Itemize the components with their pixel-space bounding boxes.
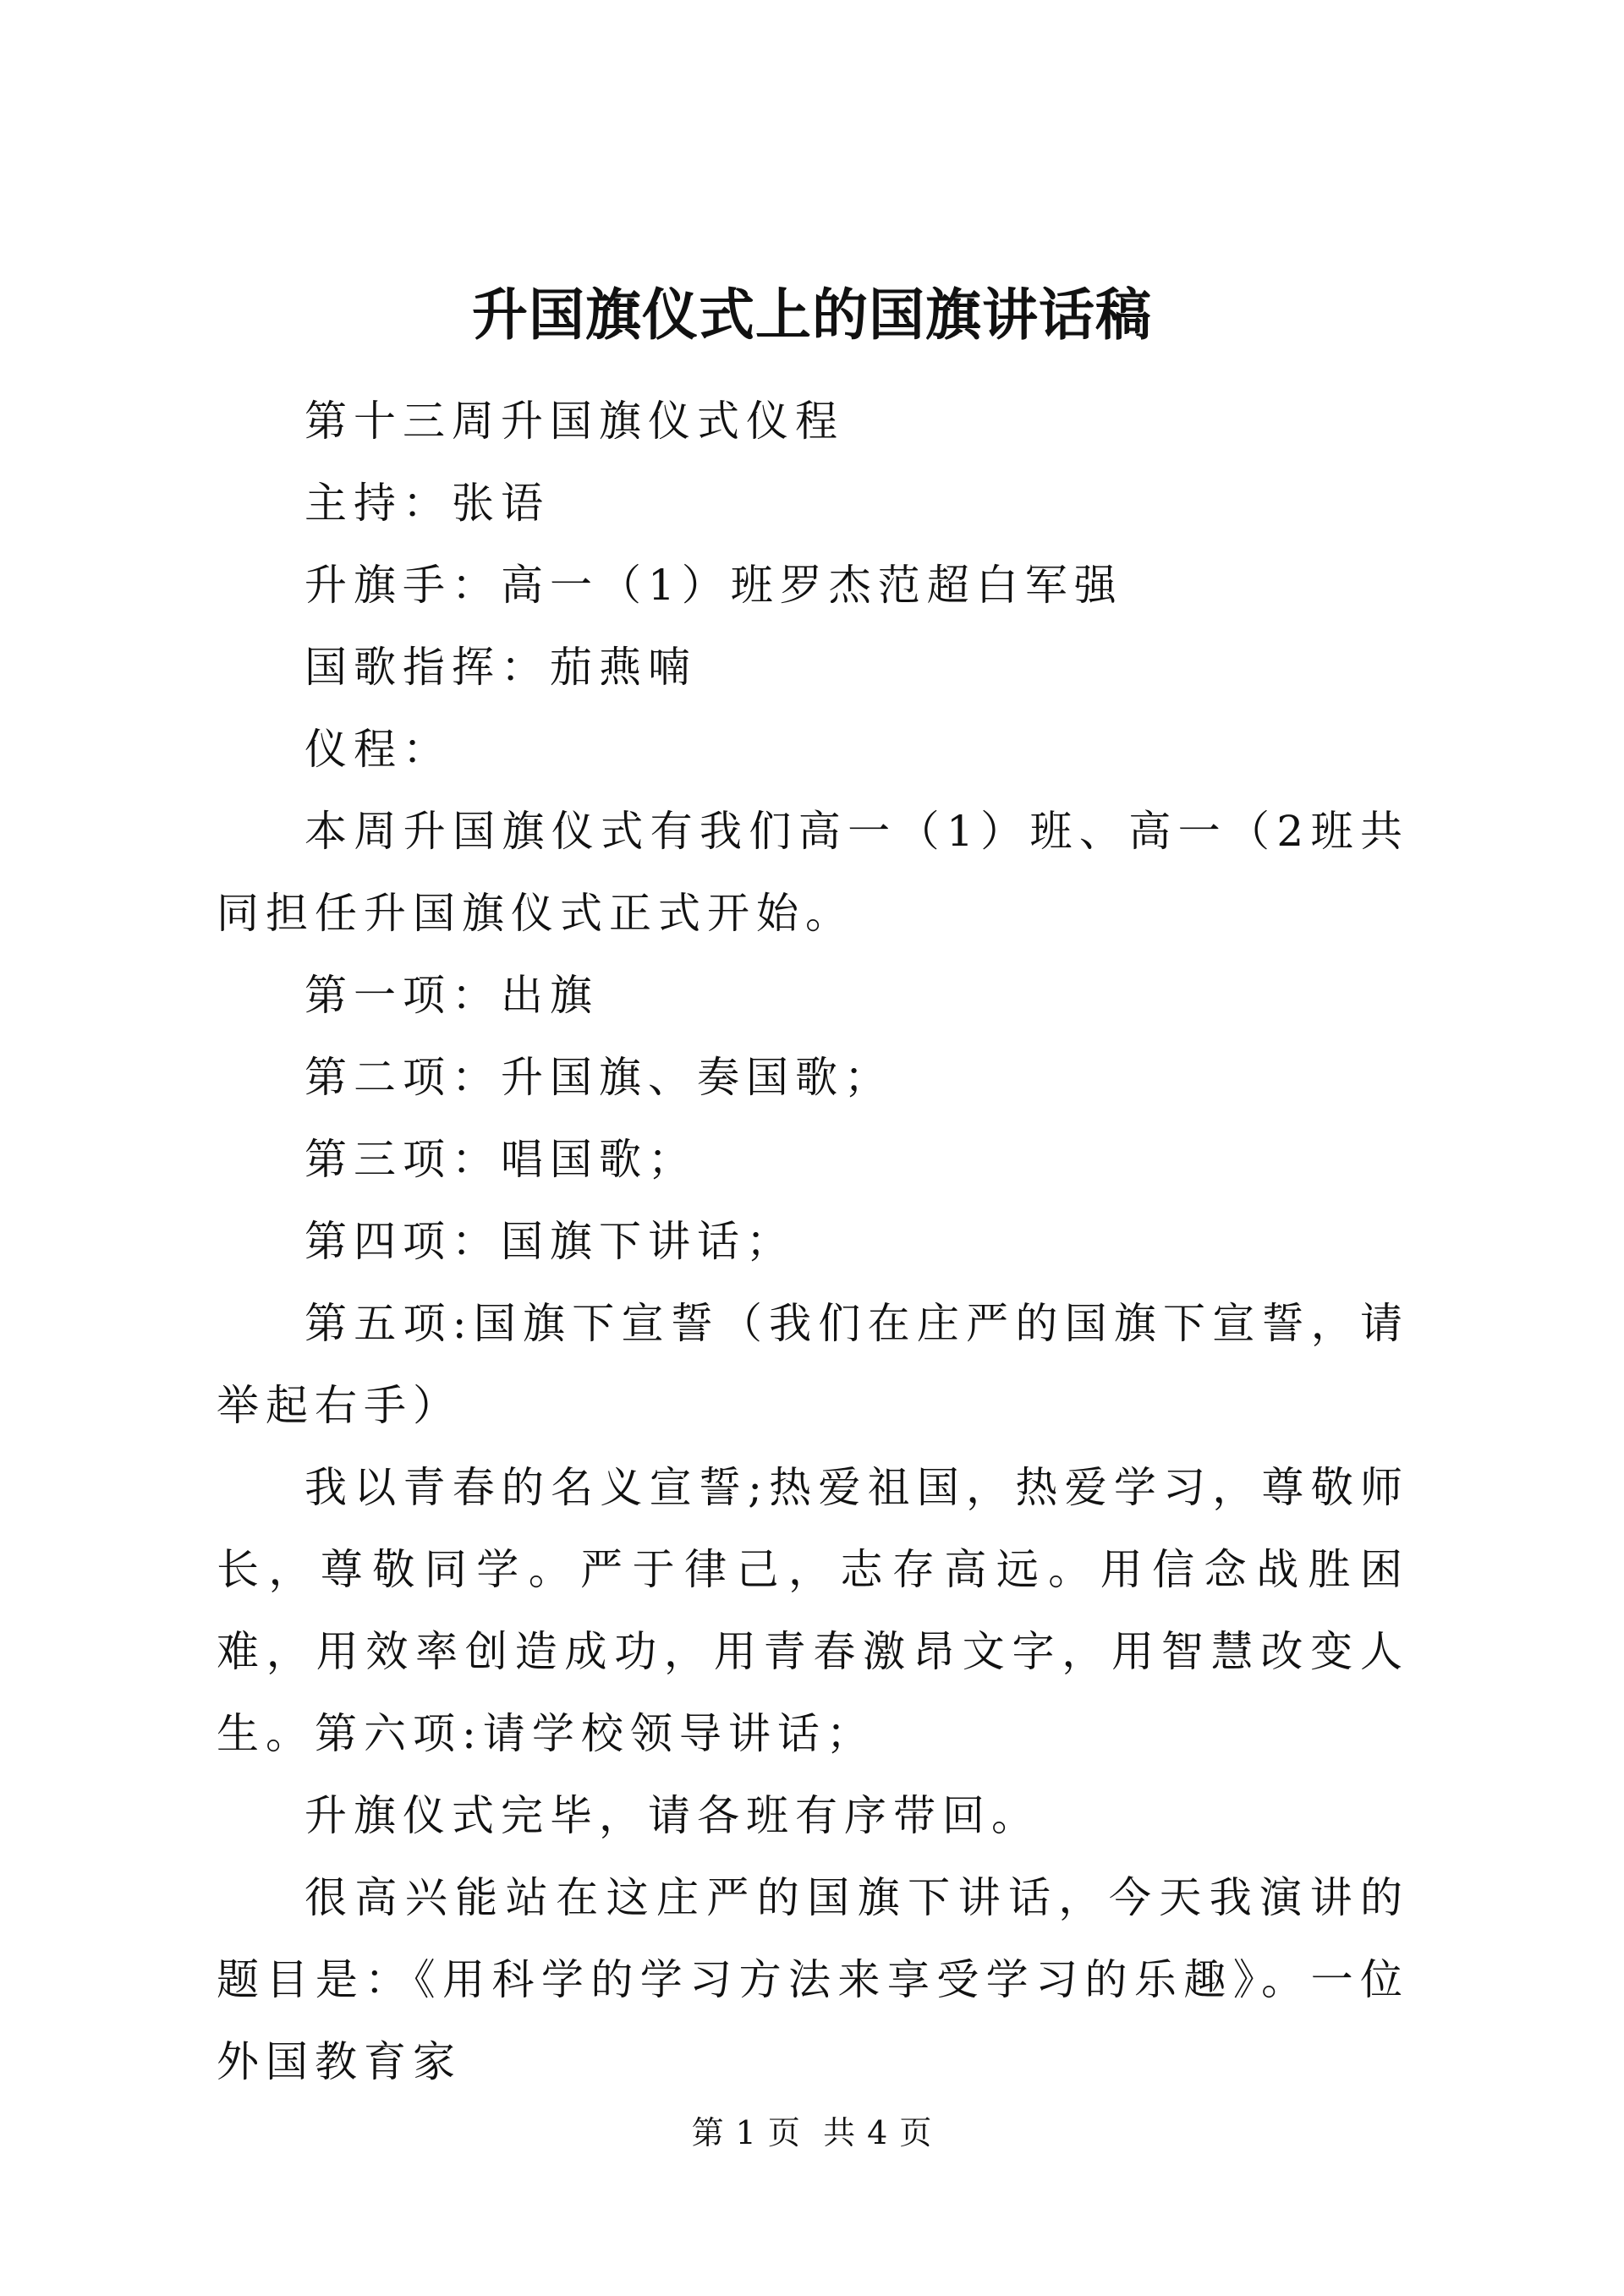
- paragraph-flag-raisers: 升旗手：高一（1）班罗杰范超白军强: [304, 561, 1123, 610]
- paragraph-ceremony-end: 升旗仪式完毕，请各班有序带回。: [304, 1791, 1040, 1840]
- paragraph-oath: 我以青春的名义宣誓;热爱祖国，热爱学习，尊敬师长，尊敬同学。严于律己，志存高远。用信念战胜困难，用效率创造成功，用青春激昂文字，用智慧改变人生。第六项:请学校领导讲话；: [217, 1463, 1409, 1758]
- paragraph-week-ceremony: 第十三周升国旗仪式仪程: [304, 397, 844, 446]
- paragraph-item-1: 第一项：出旗: [304, 971, 599, 1020]
- paragraph-item-3: 第三项：唱国歌；: [304, 1135, 697, 1184]
- paragraph-item-5: 第五项:国旗下宣誓（我们在庄严的国旗下宣誓，请举起右手）: [217, 1299, 1409, 1430]
- page-number-label: 第 1 页 共 4 页: [691, 2114, 933, 2151]
- paragraph-host: 主持：张语: [304, 479, 550, 528]
- paragraph-anthem-conductor: 国歌指挥：茄燕喃: [304, 643, 697, 692]
- paragraph-item-4: 第四项：国旗下讲话；: [304, 1217, 795, 1266]
- paragraph-procedure-label: 仪程：: [304, 725, 452, 774]
- page-footer: [0, 2112, 1624, 2153]
- paragraph-ceremony-start: 本周升国旗仪式有我们高一（1）班、高一（2班共同担任升国旗仪式正式开始。: [217, 807, 1409, 938]
- paragraph-item-2: 第二项：升国旗、奏国歌；: [304, 1053, 893, 1102]
- document-body: [217, 381, 1409, 2103]
- document-title: 升国旗仪式上的国旗讲话稿: [472, 282, 1152, 348]
- paragraph-speech-intro: 很高兴能站在这庄严的国旗下讲话，今天我演讲的题目是：《用科学的学习方法来享受学习的乐趣》。一位外国教育家: [217, 1873, 1409, 2086]
